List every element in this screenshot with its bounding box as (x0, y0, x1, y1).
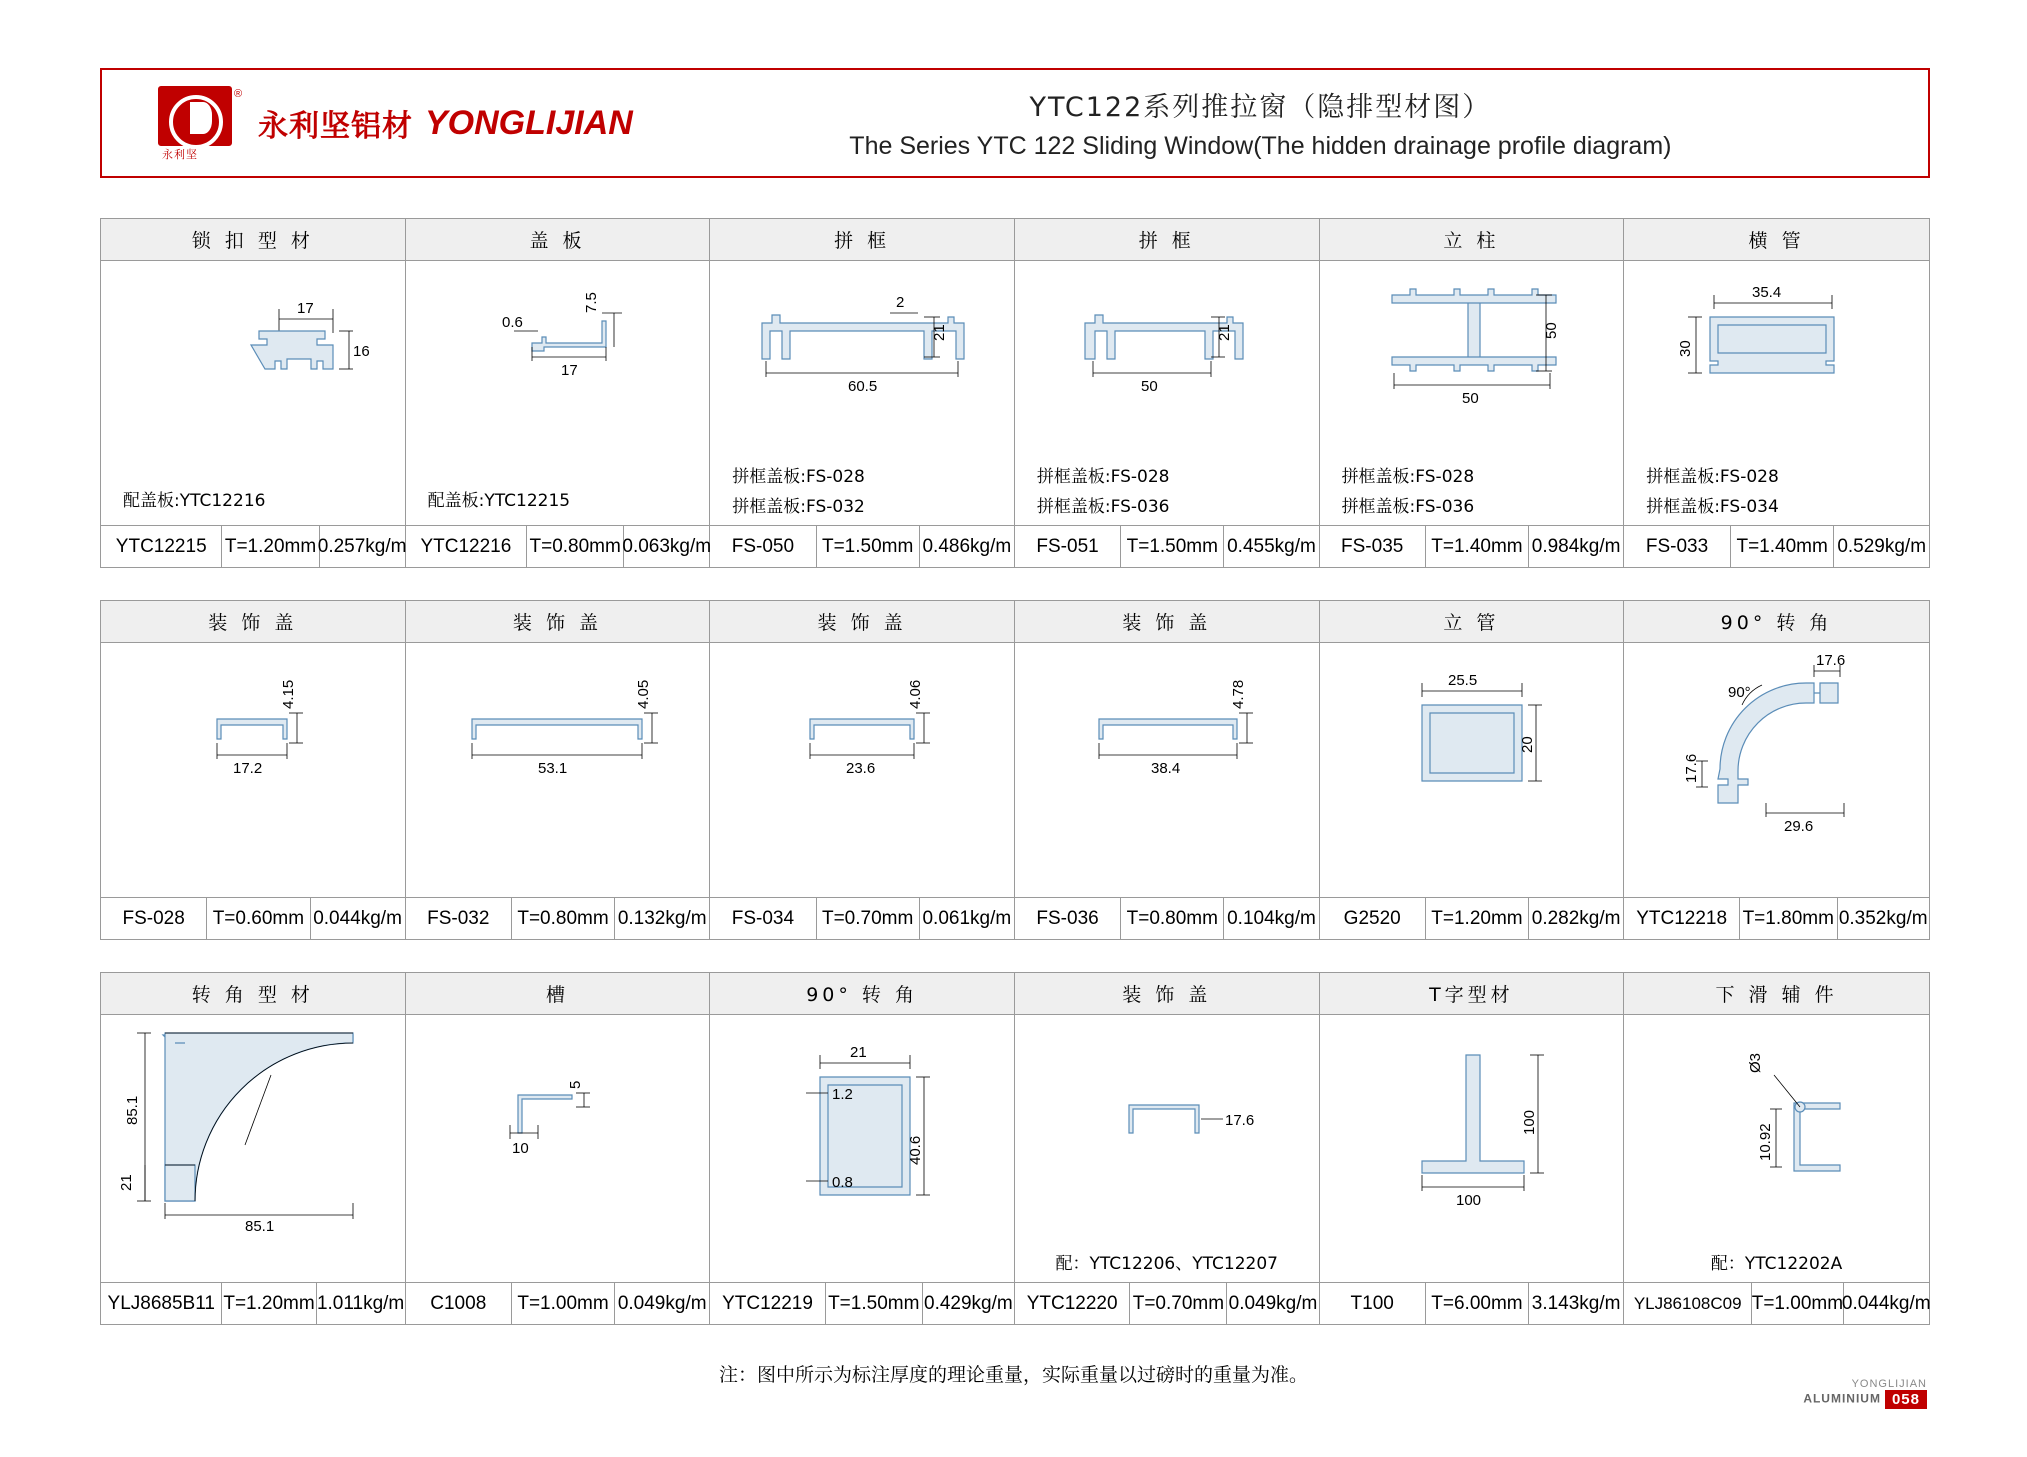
spec-cell (406, 525, 711, 567)
profile-drawing (1015, 261, 1319, 465)
profile-code: YLJ86108C09 (1624, 1283, 1752, 1324)
profile-weight: 0.455kg/m (1227, 535, 1316, 557)
profile-drawing (101, 1015, 405, 1282)
footer-brand-cn: YONGLIJIAN (1851, 1378, 1927, 1390)
cell-title: 装 饰 盖 (1015, 973, 1320, 1015)
profile-drawing (1320, 1015, 1624, 1282)
cell-title: 下 滑 辅 件 (1624, 973, 1929, 1015)
profile-code: YTC12215 (101, 526, 222, 567)
profile-drawing (710, 643, 1014, 897)
dim-label: 4.05 (634, 679, 652, 709)
dim-label: 2 (896, 294, 905, 311)
dim-label: 17 (560, 362, 578, 379)
profile-weight: 0.529kg/m (1837, 535, 1927, 557)
profile-row-2 (100, 600, 1930, 940)
spec-cell (710, 525, 1015, 567)
profile-thickness: T=1.20mm (222, 1283, 316, 1324)
row-2-headers (101, 601, 1929, 643)
page-number: 058 (1885, 1390, 1927, 1409)
row-3-drawings (101, 1015, 1929, 1282)
profile-drawing (101, 643, 405, 897)
dim-label: 21 (1215, 324, 1233, 341)
spec-cell (101, 525, 406, 567)
profile-cell (710, 261, 1015, 525)
profile-drawing (406, 643, 710, 897)
profile-weight: 0.132kg/m (617, 907, 707, 929)
profile-note: 配：YTC12202A (1710, 1254, 1843, 1274)
dim-label: 7.5 (582, 292, 600, 313)
profile-weight: 0.044kg/m (1841, 1292, 1931, 1314)
profile-cell (710, 1015, 1015, 1282)
cell-title: 转 角 型 材 (101, 973, 406, 1015)
dim-label: 35.4 (1752, 284, 1782, 301)
profile-note-2: 拼框盖板:FS-036 (1341, 497, 1475, 517)
page-header (100, 68, 1930, 178)
dim-label: 0.6 (501, 314, 523, 331)
dim-label: 53.1 (537, 760, 567, 777)
profile-thickness: T=1.00mm (512, 1283, 615, 1324)
profile-thickness: T=0.80mm (512, 898, 615, 939)
dim-label: 20 (1518, 736, 1536, 753)
footer-brand-en: ALUMINIUM (1803, 1391, 1881, 1406)
brand-logo (102, 86, 633, 160)
profile-drawing (1624, 261, 1929, 465)
brand-name-cn: 永利坚铝材 (258, 109, 413, 144)
dim-label: 17.6 (1816, 652, 1846, 669)
profile-code: FS-033 (1624, 526, 1731, 567)
profile-thickness: T=1.00mm (1752, 1283, 1843, 1324)
profile-code: FS-035 (1320, 526, 1426, 567)
logo-emblem-icon (158, 86, 244, 160)
spec-cell (406, 1282, 711, 1324)
cell-title: 装 饰 盖 (1015, 601, 1320, 643)
cell-title: 立 柱 (1320, 219, 1625, 261)
dim-label: Ø3 (1747, 1052, 1765, 1073)
profile-cell (1320, 1015, 1625, 1282)
dim-label: 5 (566, 1080, 584, 1089)
profile-code: YTC12218 (1624, 898, 1740, 939)
profile-cell (406, 261, 711, 525)
profile-thickness: T=6.00mm (1426, 1283, 1529, 1324)
profile-code: FS-036 (1015, 898, 1121, 939)
profile-note-2: 拼框盖板:FS-036 (1036, 497, 1170, 517)
profile-weight: 0.061kg/m (922, 907, 1012, 929)
profile-code: FS-050 (710, 526, 816, 567)
dim-label: 85.1 (124, 1095, 141, 1125)
profile-drawing (1624, 1015, 1929, 1252)
brand-name-en: YONGLIJIAN (425, 103, 633, 142)
profile-drawing (1320, 261, 1624, 465)
profile-weight: 0.486kg/m (922, 535, 1012, 557)
row-1-specs (101, 525, 1929, 567)
profile-note-2: 拼框盖板:FS-032 (732, 497, 865, 517)
dim-label: 4.78 (1229, 679, 1247, 709)
dim-label: 21 (850, 1044, 867, 1061)
cell-title: T字型材 (1320, 973, 1625, 1015)
profile-code: FS-028 (101, 898, 207, 939)
profile-note: 拼框盖板:FS-028 (1036, 467, 1170, 487)
profile-drawing (1320, 643, 1624, 897)
profile-drawing (1015, 643, 1319, 897)
profile-cell (101, 643, 406, 897)
dim-label: 29.6 (1784, 818, 1814, 835)
spec-cell (710, 1282, 1015, 1324)
dim-label: 17.2 (233, 760, 263, 777)
profile-drawing (101, 261, 405, 489)
dim-label: 17.6 (1224, 1112, 1255, 1129)
profile-cell (101, 261, 406, 525)
dim-label: 100 (1520, 1109, 1538, 1135)
spec-cell (1624, 1282, 1929, 1324)
profile-note: 拼框盖板:FS-028 (1646, 467, 1779, 487)
cell-title: 盖 板 (406, 219, 711, 261)
page-title-en: The Series YTC 122 Sliding Window(The hidden drainage profile diagram) (849, 132, 1672, 160)
spec-cell (1320, 525, 1625, 567)
profile-code: YLJ8685B11 (101, 1283, 222, 1324)
page-marker (1803, 1378, 1927, 1409)
profile-weight: 0.044kg/m (313, 907, 402, 929)
row-3-headers (101, 973, 1929, 1015)
dim-label: 40.6 (907, 1135, 925, 1165)
profile-drawing (406, 261, 710, 489)
profile-code: YTC12216 (406, 526, 527, 567)
spec-cell (1015, 525, 1320, 567)
dim-label: 50 (1542, 322, 1560, 339)
cell-title: 锁 扣 型 材 (101, 219, 406, 261)
dim-label: 50 (1140, 378, 1158, 395)
dim-label: 85.1 (245, 1218, 275, 1235)
row-2-drawings (101, 643, 1929, 897)
profile-note: 配盖板:YTC12216 (123, 491, 266, 511)
row-2-specs (101, 897, 1929, 939)
cell-title: 拼 框 (1015, 219, 1320, 261)
profile-row-1 (100, 218, 1930, 568)
cell-title: 装 饰 盖 (101, 601, 406, 643)
spec-cell (1015, 1282, 1320, 1324)
cell-title: 拼 框 (710, 219, 1015, 261)
dim-label: 30 (1677, 340, 1695, 357)
header-titles (633, 85, 1928, 161)
dim-label: 0.8 (832, 1174, 854, 1191)
profile-drawing (710, 261, 1014, 465)
profile-cell (1015, 1015, 1320, 1282)
profile-thickness: T=1.40mm (1426, 526, 1529, 567)
profile-weight: 0.352kg/m (1838, 907, 1928, 929)
profile-drawing (1015, 1015, 1319, 1252)
profile-thickness: T=0.80mm (527, 526, 624, 567)
profile-thickness: T=0.70mm (1130, 1283, 1227, 1324)
profile-weight: 0.049kg/m (617, 1292, 707, 1314)
profile-code: C1008 (406, 1283, 512, 1324)
profile-cell (1320, 643, 1625, 897)
profile-weight: 0.049kg/m (1228, 1292, 1318, 1314)
profile-thickness: T=0.80mm (1121, 898, 1224, 939)
profile-note: 配：YTC12206、YTC12207 (1055, 1254, 1278, 1274)
spec-cell (1624, 525, 1929, 567)
profile-cell (101, 1015, 406, 1282)
profile-cell (1624, 643, 1929, 897)
spec-cell (710, 897, 1015, 939)
profile-thickness: T=1.50mm (1121, 526, 1224, 567)
footer-note: 注：图中所示为标注厚度的理论重量，实际重量以过磅时的重量为准。 (718, 1364, 1308, 1386)
cell-title: 装 饰 盖 (710, 601, 1015, 643)
cell-title: 90° 转 角 (1624, 601, 1929, 643)
profile-cell (1320, 261, 1625, 525)
dim-label: 1.2 (832, 1086, 854, 1103)
dim-label: 16 (353, 343, 370, 360)
logo-badge-label: 永利坚 (162, 148, 198, 161)
cell-title: 90° 转 角 (710, 973, 1015, 1015)
profile-cell (1015, 643, 1320, 897)
registered-mark: ® (234, 88, 243, 100)
dim-label: 17.6 (1683, 753, 1701, 783)
dim-label: 21 (931, 324, 949, 341)
profile-code: YTC12220 (1015, 1283, 1130, 1324)
cell-title: 横 管 (1624, 219, 1929, 261)
dim-label: 90° (1728, 684, 1751, 701)
profile-cell (1015, 261, 1320, 525)
dim-label: 4.15 (280, 679, 297, 709)
profile-drawing (406, 1015, 710, 1282)
spec-cell (101, 897, 406, 939)
profile-thickness: T=0.60mm (207, 898, 310, 939)
profile-weight: 0.984kg/m (1531, 535, 1621, 557)
spec-cell (101, 1282, 406, 1324)
profile-cell (1624, 261, 1929, 525)
profile-thickness: T=1.20mm (1426, 898, 1529, 939)
profile-thickness: T=1.40mm (1731, 526, 1835, 567)
profile-weight: 0.104kg/m (1227, 907, 1316, 929)
spec-cell (1015, 897, 1320, 939)
profile-weight: 0.063kg/m (622, 535, 712, 557)
profile-weight: 0.429kg/m (924, 1292, 1013, 1314)
profile-weight: 3.143kg/m (1531, 1292, 1621, 1314)
profile-weight: 1.011kg/m (316, 1292, 405, 1314)
dim-label: 25.5 (1447, 672, 1477, 689)
profile-thickness: T=1.20mm (222, 526, 319, 567)
dim-label: 23.6 (846, 760, 876, 777)
profile-cell (406, 643, 711, 897)
profile-note-2: 拼框盖板:FS-034 (1646, 497, 1779, 517)
cell-title: 立 管 (1320, 601, 1625, 643)
profile-weight: 0.257kg/m (317, 535, 407, 557)
profile-cell (1624, 1015, 1929, 1282)
row-1-headers (101, 219, 1929, 261)
dim-label: 100 (1455, 1192, 1481, 1209)
profile-drawing (1624, 643, 1929, 897)
profile-row-3 (100, 972, 1930, 1325)
spec-cell (1624, 897, 1929, 939)
dim-label: 60.5 (848, 378, 878, 395)
row-1-drawings (101, 261, 1929, 525)
cell-title: 槽 (406, 973, 711, 1015)
profile-thickness: T=1.80mm (1740, 898, 1838, 939)
dim-label: 10.92 (1757, 1123, 1775, 1161)
dim-label: 50 (1461, 390, 1479, 407)
dim-label: 17 (297, 300, 314, 317)
profile-note: 拼框盖板:FS-028 (732, 467, 865, 487)
row-3-specs (101, 1282, 1929, 1324)
dim-label: 10 (511, 1140, 529, 1157)
profile-code: G2520 (1320, 898, 1426, 939)
cell-title: 装 饰 盖 (406, 601, 711, 643)
profile-thickness: T=1.50mm (817, 526, 920, 567)
spec-cell (1320, 1282, 1625, 1324)
profile-code: YTC12219 (710, 1283, 825, 1324)
spec-cell (406, 897, 711, 939)
profile-code: FS-032 (406, 898, 512, 939)
profile-cell (710, 643, 1015, 897)
profile-thickness: T=0.70mm (817, 898, 920, 939)
dim-label: 4.06 (907, 679, 925, 709)
profile-note: 配盖板:YTC12215 (427, 491, 571, 511)
profile-code: FS-034 (710, 898, 816, 939)
page-title-cn: YTC122系列推拉窗（隐排型材图） (1029, 92, 1492, 123)
profile-note: 拼框盖板:FS-028 (1341, 467, 1475, 487)
profile-thickness: T=1.50mm (826, 1283, 923, 1324)
dim-label: 21 (118, 1174, 135, 1191)
profile-weight: 0.282kg/m (1531, 907, 1621, 929)
profile-code: T100 (1320, 1283, 1426, 1324)
dim-label: 38.4 (1150, 760, 1181, 777)
spec-cell (1320, 897, 1625, 939)
profile-cell (406, 1015, 711, 1282)
profile-code: FS-051 (1015, 526, 1121, 567)
profile-drawing (710, 1015, 1014, 1282)
